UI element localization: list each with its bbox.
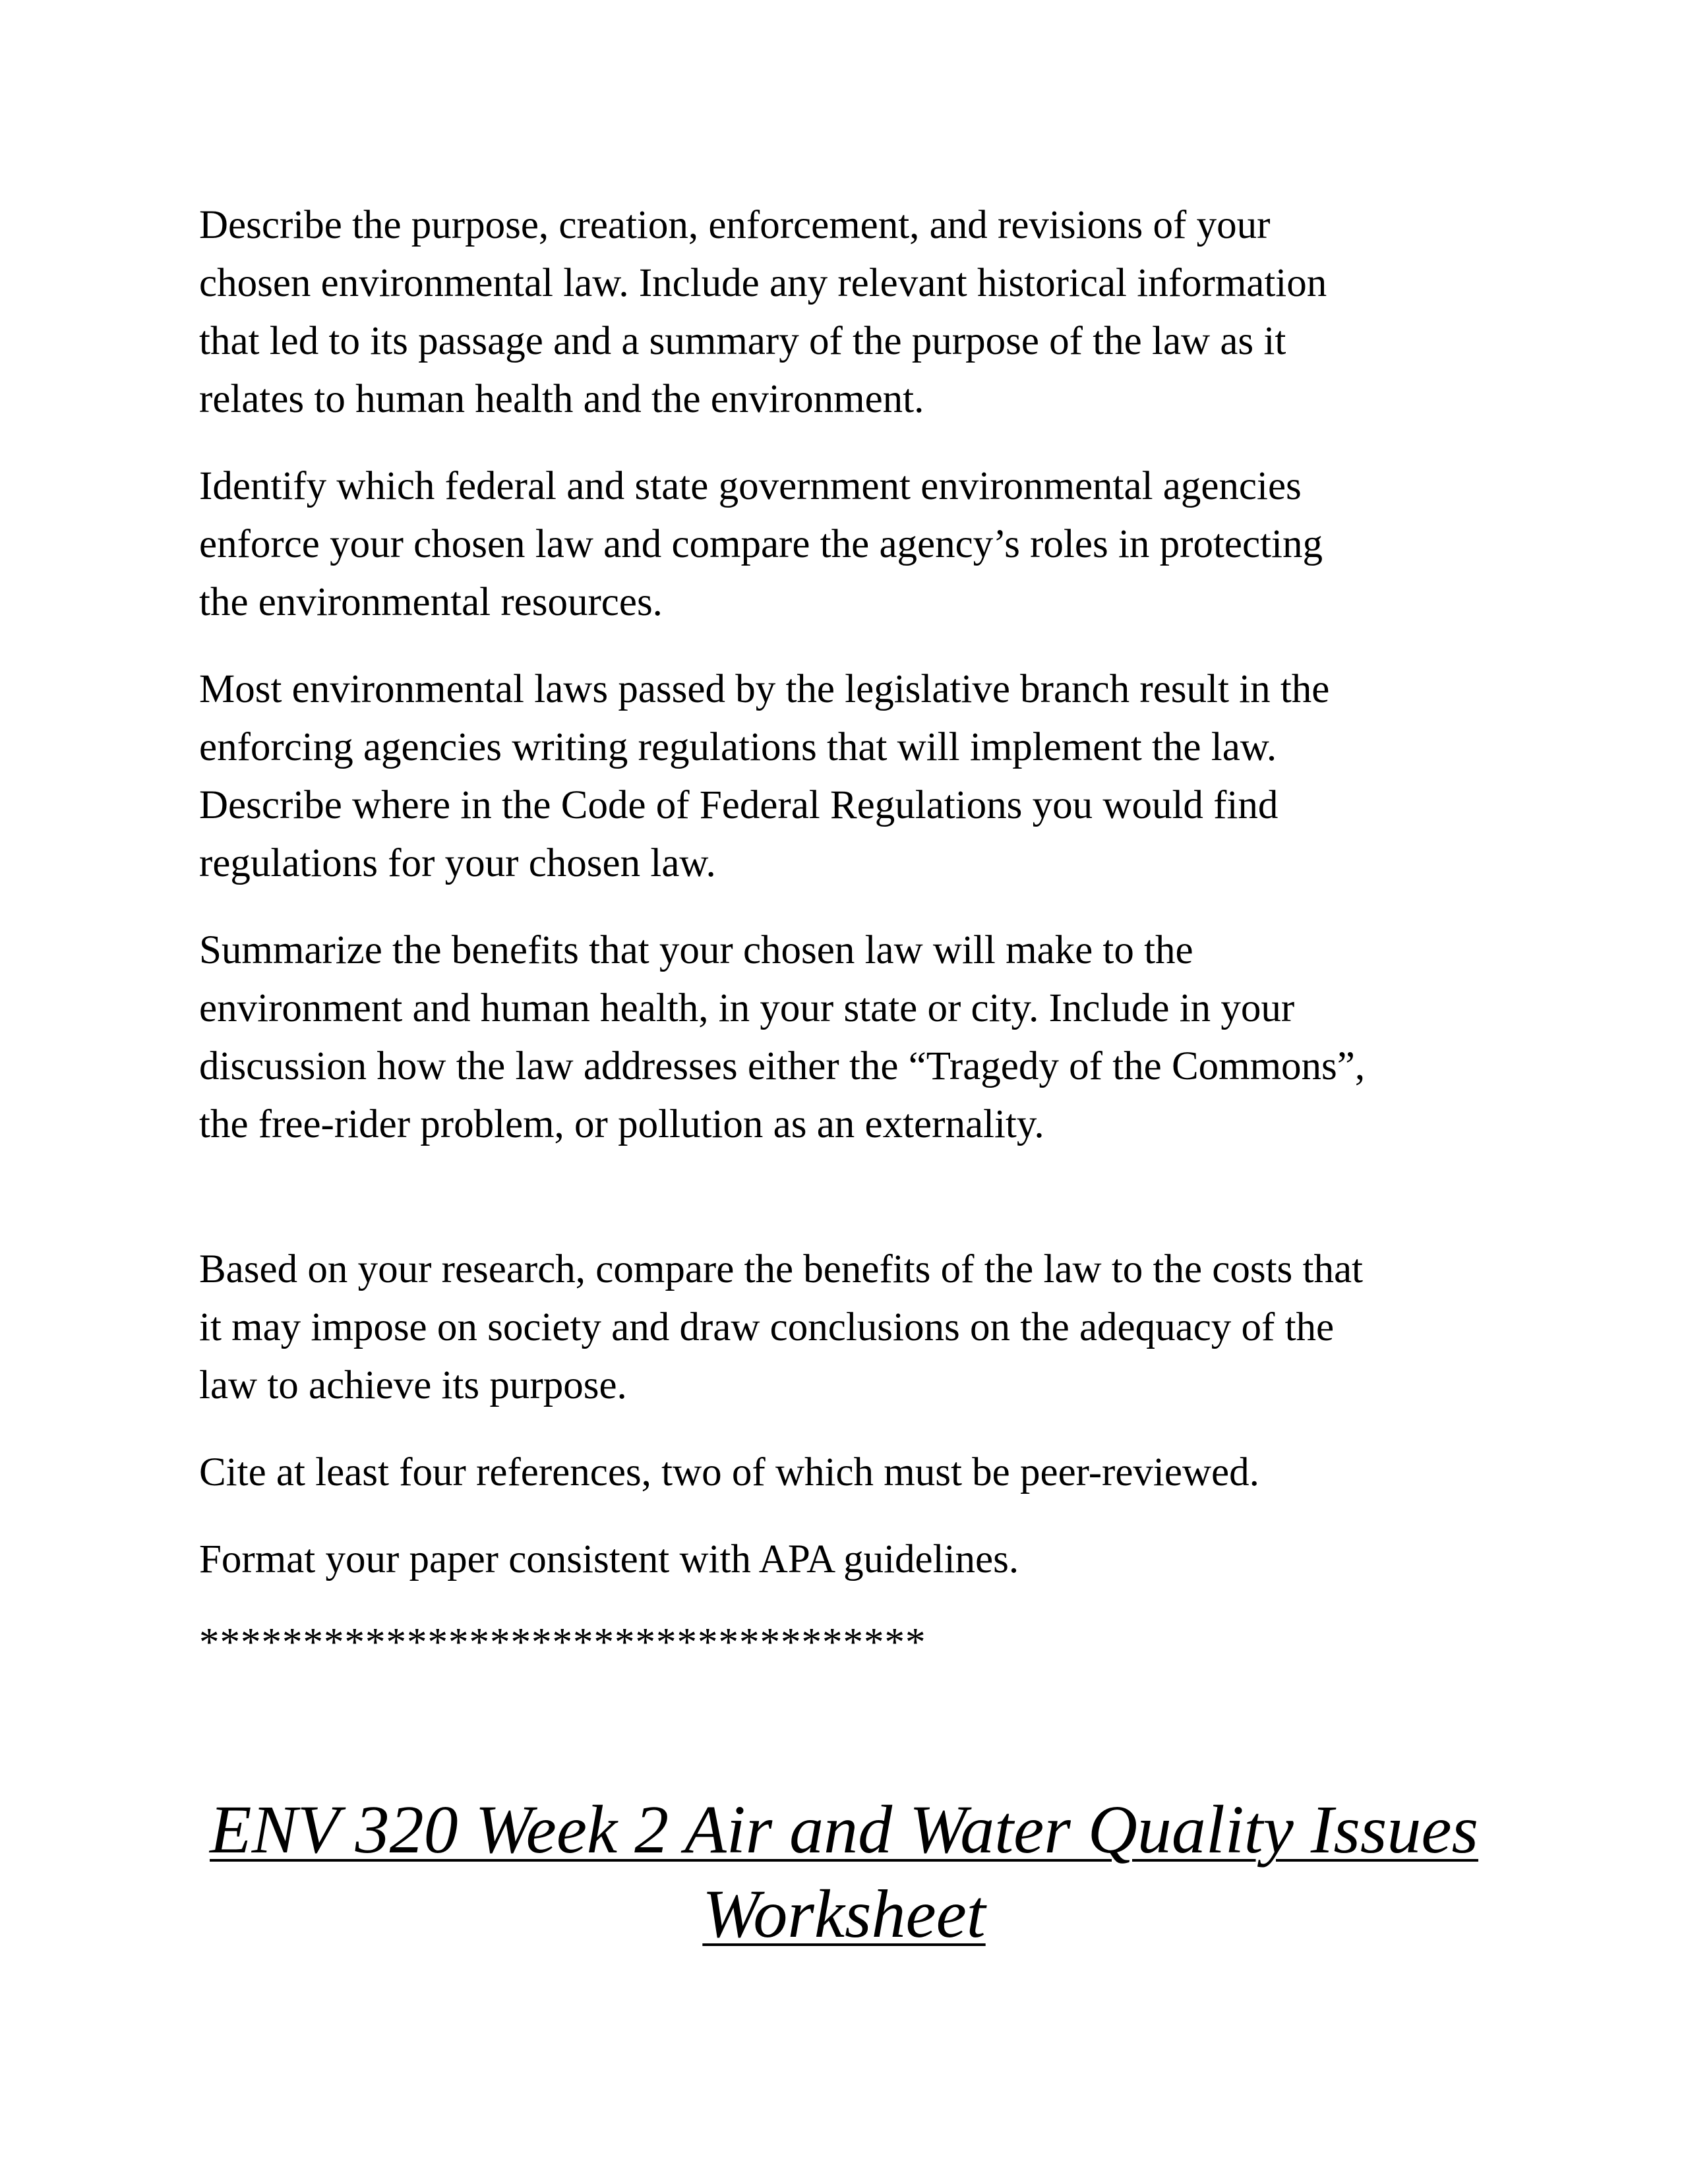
- text-line: Identify which federal and state government environmental agencies: [199, 464, 1302, 508]
- text-line: the environmental resources.: [199, 580, 663, 624]
- paragraph-regulations: [199, 661, 1505, 893]
- text-line: relates to human health and the environment.: [199, 377, 924, 421]
- text-line: Describe where in the Code of Federal Regulations you would find: [199, 783, 1279, 827]
- text-line: chosen environmental law. Include any relevant historical information: [199, 261, 1327, 305]
- text-line: that led to its passage and a summary of the purpose of the law as it: [199, 319, 1286, 363]
- paragraph-costs: [199, 1241, 1505, 1415]
- document-title: [0, 1788, 1688, 1957]
- title-text: Worksheet: [702, 1876, 986, 1952]
- title-text: ENV 320 Week 2 Air and Water Quality Issues: [210, 1792, 1478, 1868]
- text-line: Describe the purpose, creation, enforcement, and revisions of your: [199, 203, 1271, 247]
- paragraph-format: [199, 1531, 1505, 1589]
- title-line-1: [0, 1788, 1688, 1872]
- text-line: enforcing agencies writing regulations that will implement the law.: [199, 725, 1277, 769]
- paragraph-purpose: [199, 196, 1505, 428]
- asterisk-separator: ***********************************: [199, 1620, 926, 1665]
- text-line: Summarize the benefits that your chosen law will make to the: [199, 928, 1193, 972]
- paragraph-agencies: [199, 457, 1505, 632]
- title-line-2: [0, 1872, 1688, 1957]
- text-line: discussion how the law addresses either the “Tragedy of the Commons”,: [199, 1044, 1366, 1088]
- text-line: regulations for your chosen law.: [199, 841, 716, 885]
- text-line: Based on your research, compare the benefits of the law to the costs that: [199, 1247, 1364, 1291]
- text-line: Most environmental laws passed by the legislative branch result in the: [199, 667, 1330, 711]
- text-line: Cite at least four references, two of which must be peer-reviewed.: [199, 1450, 1259, 1494]
- text-line: environment and human health, in your state or city. Include in your: [199, 986, 1295, 1030]
- paragraph-benefits: [199, 922, 1505, 1154]
- text-line: Format your paper consistent with APA guidelines.: [199, 1537, 1019, 1581]
- text-line: law to achieve its purpose.: [199, 1363, 627, 1407]
- text-line: it may impose on society and draw conclusions on the adequacy of the: [199, 1305, 1335, 1349]
- text-line: the free-rider problem, or pollution as an externality.: [199, 1102, 1044, 1146]
- text-line: enforce your chosen law and compare the agency’s roles in protecting: [199, 522, 1323, 566]
- paragraph-references: [199, 1444, 1505, 1502]
